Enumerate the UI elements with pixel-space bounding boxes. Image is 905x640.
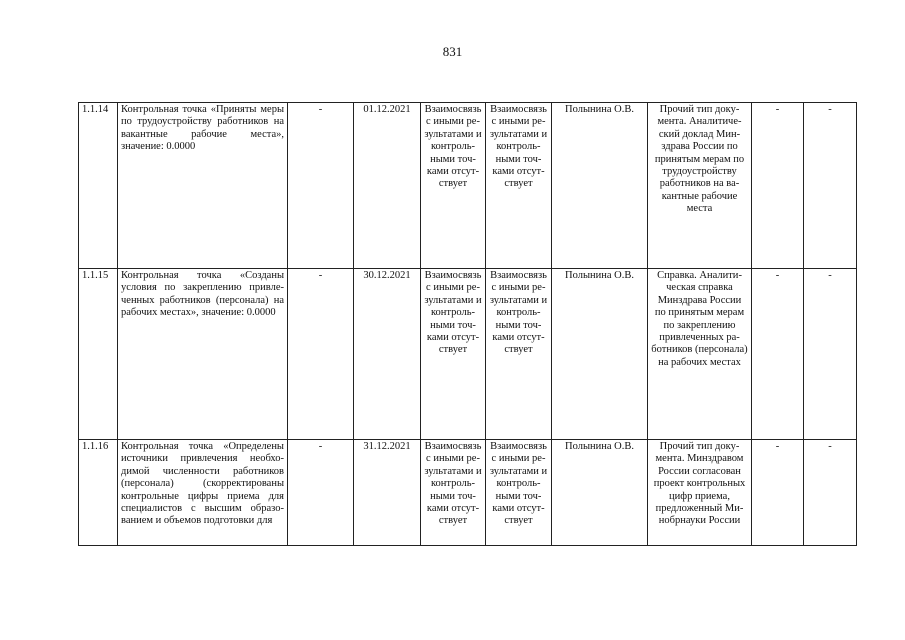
responsible-person-cell: Полынина О.В. — [552, 440, 648, 546]
responsible-person-cell: Полынина О.В. — [552, 103, 648, 269]
predecessor-relation-cell: Взаимосвязь с иными результатами и контрольными точками отсутствует — [421, 103, 486, 269]
control-point-name: Контрольная точка «Приняты меры по трудоустройству работников на вакантные рабочие места», значение: 0.0000 — [118, 103, 288, 269]
start-date-cell: - — [288, 440, 354, 546]
end-date-cell: 30.12.2021 — [354, 269, 421, 440]
end-date-cell: 31.12.2021 — [354, 440, 421, 546]
level-control-cell: - — [752, 440, 804, 546]
successor-relation-cell: Взаимосвязь с иными результатами и контрольными точками отсутствует — [486, 269, 552, 440]
table-row — [79, 440, 857, 546]
successor-relation-cell: Взаимосвязь с иными результатами и контрольными точками отсутствует — [486, 103, 552, 269]
table-row — [79, 103, 857, 269]
start-date-cell: - — [288, 269, 354, 440]
control-points-table — [78, 102, 857, 546]
control-point-name: Контрольная точка «Созданы условия по закреплению привлеченных работников (персонала) на рабочих местах», значение: 0.0000 — [118, 269, 288, 440]
document-type-cell: Прочий тип документа. Аналитический доклад Минздрава России по принятым мерам по трудоустройству работников на вакантные рабочие места — [648, 103, 752, 269]
successor-relation-cell: Взаимосвязь с иными результатами и контрольными точками отсутствует — [486, 440, 552, 546]
level-control-cell: - — [752, 103, 804, 269]
start-date-cell: - — [288, 103, 354, 269]
row-number: 1.1.14 — [79, 103, 118, 269]
document-type-cell: Справка. Аналитическая справка Минздрава России по принятым мерам по закреплению привлеченных работников (персонала) на рабочих местах — [648, 269, 752, 440]
information-system-cell: - — [804, 440, 857, 546]
information-system-cell: - — [804, 103, 857, 269]
end-date-cell: 01.12.2021 — [354, 103, 421, 269]
table-row — [79, 269, 857, 440]
predecessor-relation-cell: Взаимосвязь с иными результатами и контрольными точками отсутствует — [421, 440, 486, 546]
page-number: 831 — [442, 44, 463, 59]
information-system-cell: - — [804, 269, 857, 440]
responsible-person-cell: Полынина О.В. — [552, 269, 648, 440]
control-point-name: Контрольная точка «Определены источники привлечения необходимой численности работников (персонала) (скорректированы контрольные цифры приема для специалистов с высшим образованием и объемов подготовки для — [118, 440, 288, 546]
row-number: 1.1.15 — [79, 269, 118, 440]
level-control-cell: - — [752, 269, 804, 440]
predecessor-relation-cell: Взаимосвязь с иными результатами и контрольными точками отсутствует — [421, 269, 486, 440]
document-type-cell: Прочий тип документа. Минздравом России согласован проект контрольных цифр приема, предложенный Минобрнауки России — [648, 440, 752, 546]
row-number: 1.1.16 — [79, 440, 118, 546]
